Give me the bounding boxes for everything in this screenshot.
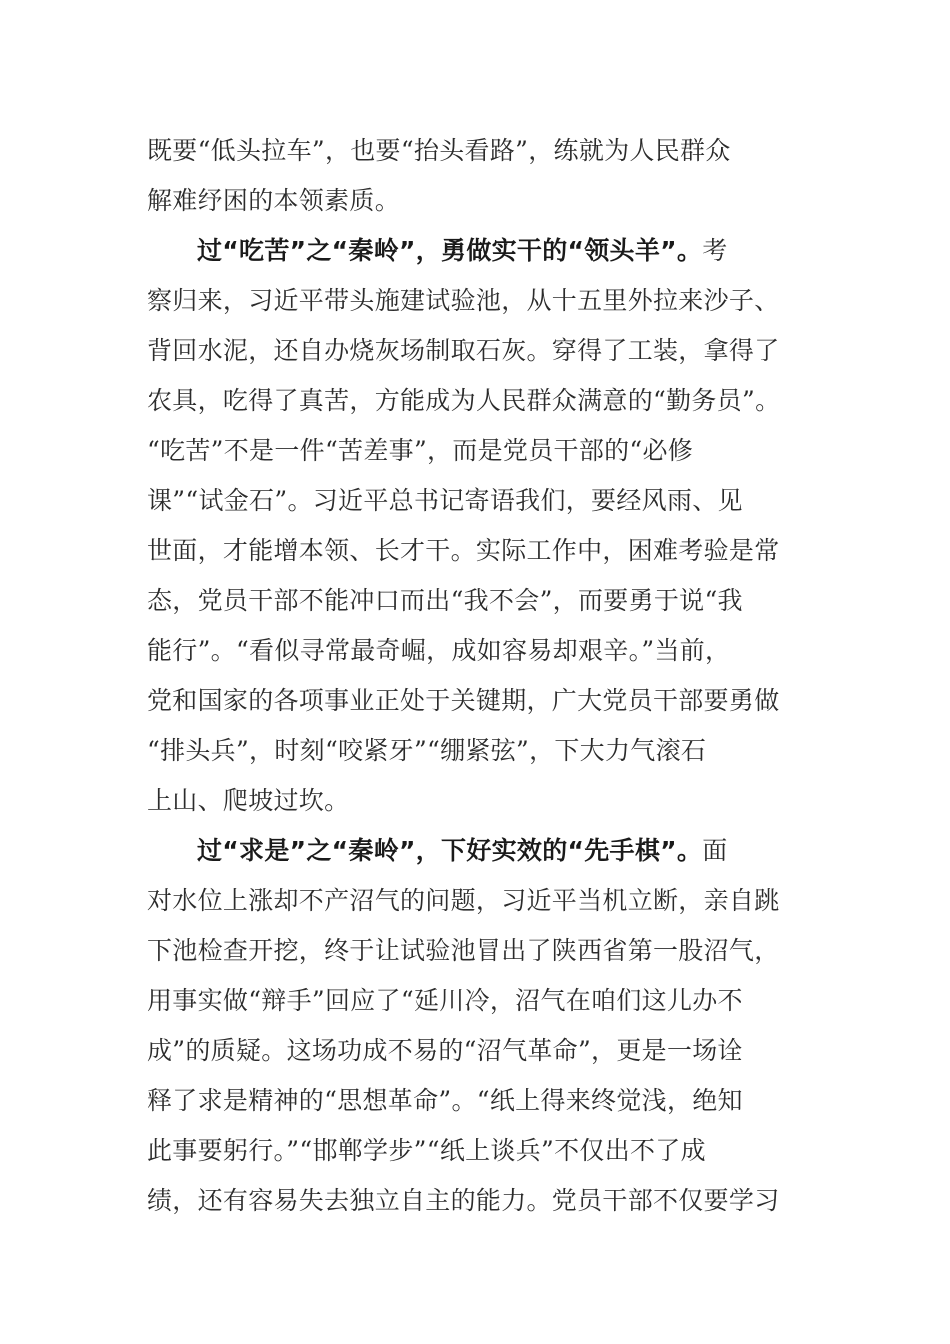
- paragraph-2-line-12: 上山、爬坡过坎。: [147, 786, 350, 815]
- paragraph-2-line-9: 能行”。“看似寻常最奇崛，成如容易却艰辛。”当前，: [147, 636, 731, 665]
- paragraph-2-line-6: 课”“试金石”。习近平总书记寄语我们，要经风雨、见: [147, 486, 743, 515]
- paragraph-2-first-line: [197, 235, 728, 267]
- paragraph-2-line-2: 察归来，习近平带头施建试验池，从十五里外拉来沙子、: [147, 286, 780, 315]
- paragraph-3-line-3: 下池检查开挖，终于让试验池冒出了陕西省第一股沼气，: [147, 936, 780, 965]
- paragraph-2-line-5: “吃苦”不是一件“苦差事”，而是党员干部的“必修: [147, 436, 694, 465]
- paragraph-3-first-line: [197, 835, 728, 867]
- paragraph-3-line-5: 成”的质疑。这场功成不易的“沼气革命”，更是一场诠: [147, 1036, 743, 1065]
- paragraph-2-line-10: 党和国家的各项事业正处于关键期，广大党员干部要勇做: [147, 686, 780, 715]
- paragraph-3-line-6: 释了求是精神的“思想革命”。“纸上得来终觉浅，绝知: [147, 1086, 743, 1115]
- paragraph-3-line-8: 绩，还有容易失去独立自主的能力。党员干部不仅要学习: [147, 1186, 780, 1215]
- paragraph-2-first-line-rest: 考: [702, 236, 728, 265]
- paragraph-2-line-3: 背回水泥，还自办烧灰场制取石灰。穿得了工装，拿得了: [147, 336, 780, 365]
- paragraph-3-heading: 过“求是”之“秦岭”，下好实效的“先手棋”。: [197, 836, 703, 865]
- paragraph-2-heading: 过“吃苦”之“秦岭”，勇做实干的“领头羊”。: [197, 236, 703, 265]
- paragraph-2-line-4: 农具，吃得了真苦，方能成为人民群众满意的“勤务员”。: [147, 386, 781, 415]
- paragraph-1-line-1: 既要“低头拉车”，也要“抬头看路”，练就为人民群众: [147, 136, 731, 165]
- paragraph-3-line-7: 此事要躬行。”“邯郸学步”“纸上谈兵”不仅出不了成: [147, 1136, 706, 1165]
- paragraph-3-first-line-rest: 面: [702, 836, 728, 865]
- paragraph-2-line-7: 世面，才能增本领、长才干。实际工作中，困难考验是常: [147, 536, 780, 565]
- paragraph-2-line-11: “排头兵”，时刻“咬紧牙”“绷紧弦”，下大力气滚石: [147, 736, 707, 765]
- paragraph-1-line-2: 解难纾困的本领素质。: [147, 186, 401, 215]
- paragraph-3-line-2: 对水位上涨却不产沼气的问题，习近平当机立断，亲自跳: [147, 886, 780, 915]
- paragraph-2-line-8: 态，党员干部不能冲口而出“我不会”，而要勇于说“我: [147, 586, 743, 615]
- paragraph-3-line-4: 用事实做“辩手”回应了“延川冷，沼气在咱们这儿办不: [147, 986, 743, 1015]
